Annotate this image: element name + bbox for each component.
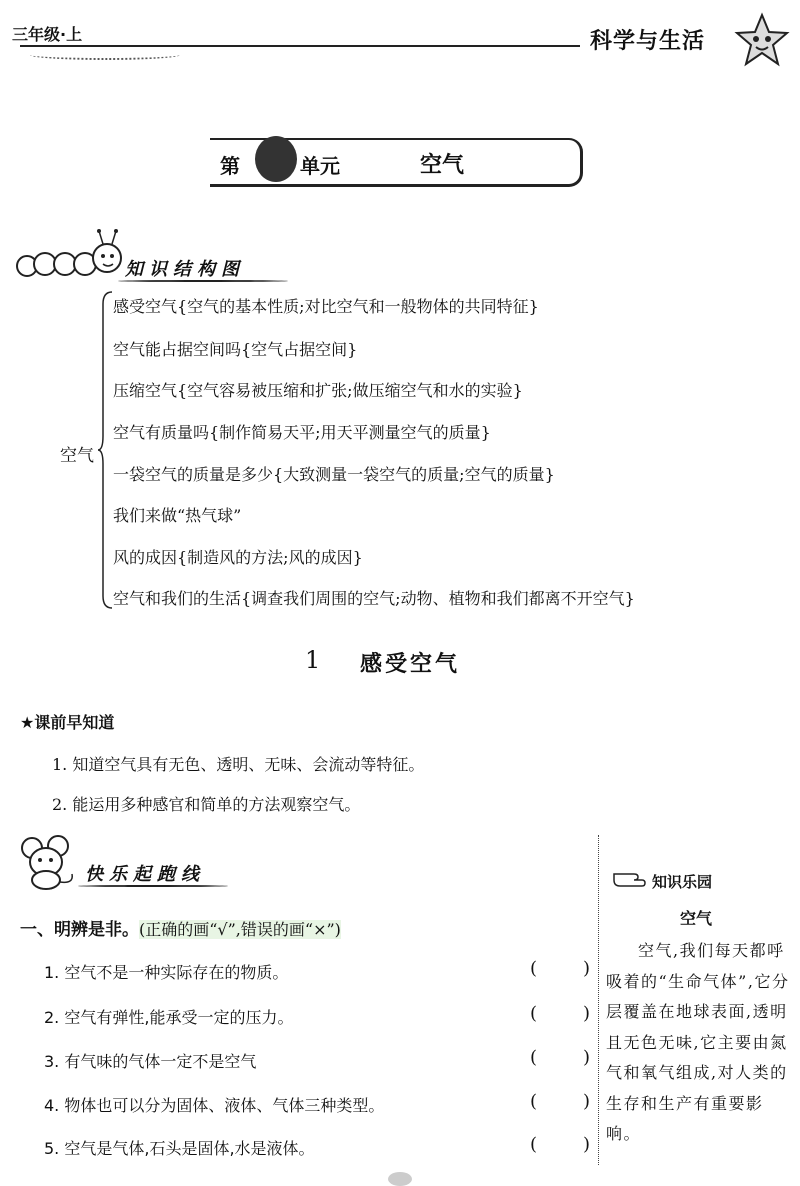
exercise-instruction: (正确的画“√”,错误的画“×”) [139,920,341,939]
knowledge-map-banner: 知识结构图 [125,259,245,280]
paren-close: ) [582,1091,590,1112]
page-tab-decoration [388,1172,412,1186]
unit-title: 空气 [420,153,465,178]
paren-close: ) [582,1134,590,1155]
question-item: 3. 有气味的气体一定不是空气 [44,1052,257,1071]
unit-suffix: 单元 [300,154,340,178]
exercise-heading-text: 一、明辨是非。 [20,920,139,940]
question-item: 2. 空气有弹性,能承受一定的压力。 [44,1008,294,1027]
paren-open: ( [530,1134,538,1155]
knowledge-map-item: 空气有质量吗{制作简易天平;用天平测量空气的质量} [113,423,491,442]
answer-blank[interactable] [530,1091,590,1112]
caterpillar-icon [15,228,125,292]
lesson-title: 感受空气 [360,652,461,677]
banner-underline [78,885,228,887]
sidebar-body: 空气,我们每天都呼吸着的“生命气体”,它分层覆盖在地球表面,透明且无色无味,它主要由氮气和氧气组成,对人类的生存和生产有重要影响。 [606,941,790,1143]
knowledge-map-item: 一袋空气的质量是多少{大致测量一袋空气的质量;空气的质量} [113,465,555,484]
paren-close: ) [582,1047,590,1068]
unit-number-badge [255,136,297,182]
answer-blank[interactable] [530,1003,590,1024]
answer-blank[interactable] [530,1047,590,1068]
header-rule [20,45,580,47]
book-title: 科学与生活 [590,29,706,54]
preview-item: 1. 知道空气具有无色、透明、无味、会流动等特征。 [52,755,425,774]
star-mascot-icon [733,12,791,74]
paren-open: ( [530,958,538,979]
unit-prefix: 第 [220,154,240,178]
mouse-icon [18,834,78,896]
knowledge-map-item: 我们来做“热气球” [113,506,242,525]
knowledge-map-item: 风的成因{制造风的方法;风的成因} [113,548,363,567]
pointing-hand-icon [612,868,648,894]
paren-close: ) [582,1003,590,1024]
answer-blank[interactable] [530,958,590,979]
question-item: 4. 物体也可以分为固体、液体、气体三种类型。 [44,1096,385,1115]
knowledge-map-item: 压缩空气{空气容易被压缩和扩张;做压缩空气和水的实验} [113,381,523,400]
paren-open: ( [530,1003,538,1024]
knowledge-map-item: 感受空气{空气的基本性质;对比空气和一般物体的共同特征} [113,297,539,316]
answer-blank[interactable] [530,1134,590,1155]
sidebar-divider [598,835,599,1165]
header-grade: 三年级·上 [12,25,83,44]
question-item: 1. 空气不是一种实际存在的物质。 [44,963,289,982]
sidebar-heading-text: 知识乐园 [652,872,713,891]
question-item: 5. 空气是气体,石头是固体,水是液体。 [44,1139,315,1158]
knowledge-map-item: 空气和我们的生活{调查我们周围的空气;动物、植物和我们都离不开空气} [113,589,635,608]
paren-close: ) [582,958,590,979]
banner-underline [118,280,288,282]
sidebar-heading [612,868,712,894]
lesson-number: 1 [305,646,321,674]
paren-open: ( [530,1091,538,1112]
preview-item: 2. 能运用多种感官和简单的方法观察空气。 [52,795,361,814]
knowledge-map-root: 空气 [60,446,94,466]
paren-open: ( [530,1047,538,1068]
knowledge-map-item: 空气能占据空间吗{空气占据空间} [113,340,358,359]
knowledge-map-brace [98,290,114,614]
sidebar-title: 空气 [680,909,713,928]
exercise-banner: 快乐起跑线 [85,864,205,885]
header-decoration [30,50,180,60]
exercise-heading [20,915,341,940]
preview-heading: ★课前早知道 [20,713,115,732]
